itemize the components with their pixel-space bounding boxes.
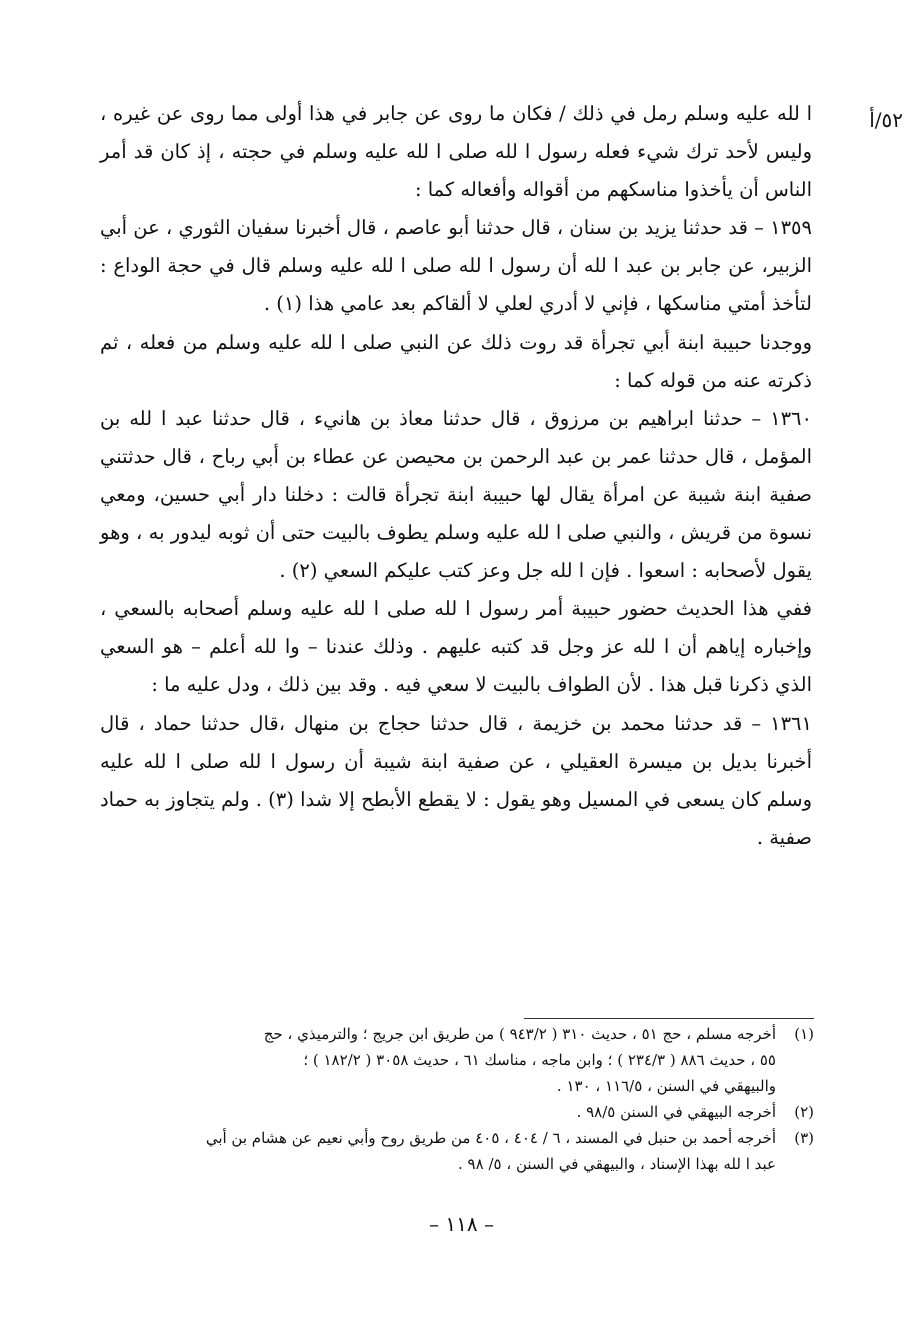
footnote-number: (٢) bbox=[794, 1103, 814, 1121]
footnote bbox=[92, 1099, 814, 1125]
paragraph: ١٣٥٩ – قد حدثنا يزيد بن سنان ، قال حدثنا أبو عاصم ، قال أخبرنا سفيان الثوري ، عن أبي الزبير، عن جابر بن عبد ا لله أن رسول ا لله صلى ا لله عليه وسلم قال في حجة الوداع : لتأخذ أمتي مناسكها ، فإني لا أدري لعلي لا ألقاكم بعد عامي هذا (١) . bbox=[100, 216, 812, 316]
paragraph: ووجدنا حبيبة ابنة أبي تجرأة قد روت ذلك عن النبي صلى ا لله عليه وسلم من فعله ، ثم ذكرته عنه من قوله كما : bbox=[100, 330, 812, 392]
footnote-text bbox=[92, 1021, 776, 1099]
footnote-number: (٣) bbox=[794, 1129, 814, 1147]
page-number: – ١١٨ – bbox=[429, 1212, 494, 1236]
footnote-line: ٥٥ ، حديث ٨٨٦ ( ٢٣٤/٣ ) ؛ وابن ماجه ، مناسك ٦١ ، حديث ٣٠٥٨ ( ١٨٢/٢ ) ؛ bbox=[303, 1051, 776, 1069]
footnote-line: أخرجه أحمد بن حنبل في المسند ، ٦ / ٤٠٤ ، ٤٠٥ من طريق روح وأبي نعيم عن هشام بن أبي bbox=[205, 1129, 776, 1147]
paragraph: ففي هذا الحديث حضور حبيبة أمر رسول ا لله صلى ا لله عليه وسلم أصحابه بالسعي ، وإخباره إياهم أن ا لله عز وجل قد كتبه عليهم . وذلك عندنا – وا لله أعلم – هو السعي الذي ذكرنا قبل هذا . لأن الطواف بالبيت لا سعي فيه . وقد بين ذلك ، ودل عليه ما : bbox=[100, 597, 812, 697]
footnote-line: عبد ا لله بهذا الإسناد ، والبيهقي في السنن ، ٥/ ٩٨ . bbox=[458, 1155, 776, 1173]
footnote-line: أخرجه البيهقي في السنن ٩٨/٥ . bbox=[576, 1103, 776, 1121]
footnote-text bbox=[92, 1099, 776, 1125]
paragraph: ١٣٦٠ – حدثنا ابراهيم بن مرزوق ، قال حدثنا معاذ بن هانيء ، قال حدثنا عبد ا لله بن المؤمل ، قال حدثنا عمر بن عبد الرحمن بن محيصن عن عطاء بن أبي رباح ، قال حدثتني صفية ابنة شيبة عن امرأة يقال لها حبيبة ابنة تجرأة قالت : دخلنا دار أبي حسين، ومعي نسوة من قريش ، والنبي صلى ا لله عليه وسلم يطوف بالبيت حتى أن ثوبه ليدور به ، وهو يقول لأصحابه : اسعوا . فإن ا لله جل وعز كتب عليكم السعي (٢) . bbox=[100, 406, 812, 583]
margin-folio-reference: ٥٢/أ bbox=[869, 108, 903, 132]
footnote-text bbox=[92, 1125, 776, 1177]
main-text bbox=[100, 95, 812, 857]
footnote bbox=[92, 1021, 814, 1099]
paragraph: ١٣٦١ – قد حدثنا محمد بن خزيمة ، قال حدثنا حجاج بن منهال ،قال حدثنا حماد ، قال أخبرنا بديل بن ميسرة العقيلي ، عن صفية ابنة شيبة أن رسول ا لله صلى ا لله عليه وسلم كان يسعى في المسيل وهو يقول : لا يقطع الأبطح إلا شدا (٣) . ولم يتجاوز به حماد صفية . bbox=[100, 711, 812, 849]
footnote-line: والبيهقي في السنن ، ١١٦/٥ ، ١٣٠ . bbox=[556, 1077, 776, 1095]
paragraph: ا لله عليه وسلم رمل في ذلك / فكان ما روى عن جابر في هذا أولى مما روى عن غيره ، وليس لأحد ترك شيء فعله رسول ا لله صلى ا لله عليه وسلم في حجته ، إذ كان قد أمر الناس أن يأخذوا مناسكهم من أقواله وأفعاله كما : bbox=[100, 102, 812, 202]
footnotes bbox=[92, 1018, 814, 1177]
footnote-divider bbox=[524, 1018, 814, 1019]
footnote bbox=[92, 1125, 814, 1177]
footnote-line: أخرجه مسلم ، حج ٥١ ، حديث ٣١٠ ( ٩٤٣/٢ ) من طريق ابن جريج ؛ والترميذي ، حج bbox=[263, 1025, 776, 1043]
footnote-number: (١) bbox=[794, 1025, 814, 1043]
